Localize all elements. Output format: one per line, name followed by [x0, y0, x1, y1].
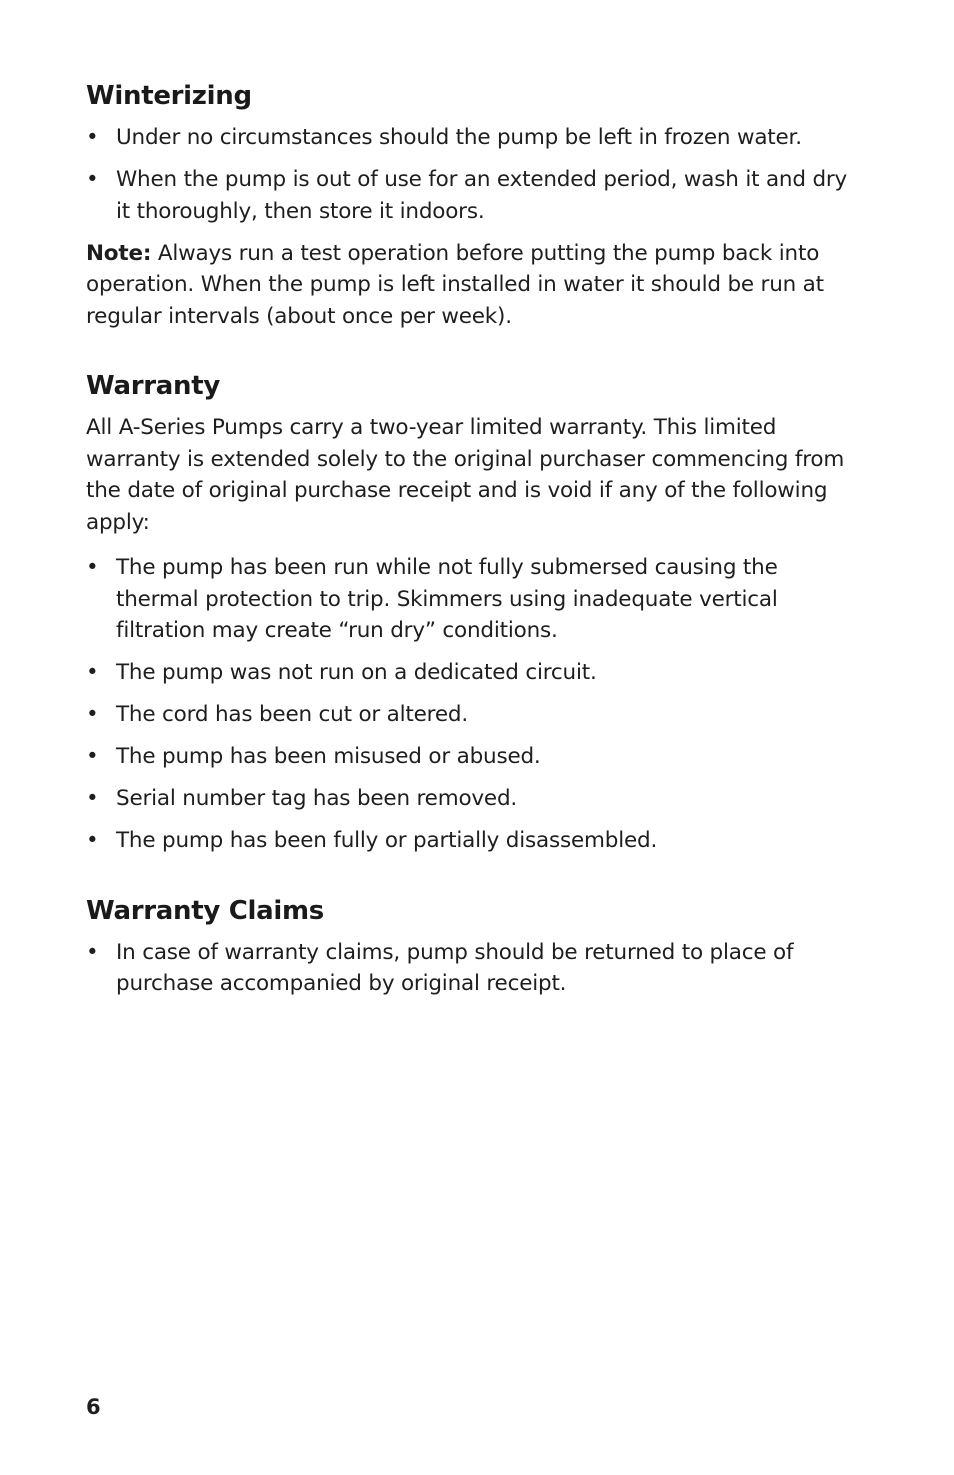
list-item-text: When the pump is out of use for an extended period, wash it and dry it thoroughly, then store it indoors.	[116, 167, 848, 224]
bullet-glyph: •	[86, 660, 99, 685]
list-item-text: The pump has been fully or partially disassembled.	[116, 828, 658, 853]
list-item	[86, 937, 866, 1000]
warranty-intro: All A-Series Pumps carry a two-year limited warranty. This limited warranty is extended solely to the original purchaser commencing from the date of original purchase receipt and is void if any of the following apply:	[86, 415, 845, 535]
page-number: 6	[86, 1395, 101, 1419]
bullet-glyph: •	[86, 939, 99, 965]
list-item-text: In case of warranty claims, pump should be returned to place of purchase accompanied by original receipt.	[116, 939, 794, 996]
manual-page	[86, 78, 866, 1010]
list-item-text: The pump has been run while not fully submersed causing the thermal protection to trip. Skimmers using inadequate vertical filtration may create “run dry” conditions.	[116, 555, 778, 643]
note-paragraph	[86, 238, 866, 333]
warranty-list	[86, 552, 866, 857]
heading-warranty-claims: Warranty Claims	[86, 895, 324, 926]
bullet-glyph: •	[86, 702, 99, 727]
bullet-glyph: •	[86, 555, 99, 580]
bullet-glyph: •	[86, 744, 99, 769]
winterizing-list	[86, 122, 866, 227]
list-item	[86, 552, 866, 647]
list-item-text: The cord has been cut or altered.	[116, 702, 468, 727]
note-text: Always run a test operation before putting the pump back into operation. When the pump is left installed in water it should be run at regular intervals (about once per week).	[86, 240, 824, 329]
list-item	[86, 825, 866, 857]
list-item-text: The pump has been misused or abused.	[116, 744, 541, 769]
bullet-glyph: •	[86, 828, 99, 853]
list-item	[86, 122, 866, 154]
section-warranty-claims	[86, 893, 866, 1000]
bullet-glyph: •	[86, 167, 99, 192]
list-item	[86, 657, 866, 689]
section-warranty	[86, 368, 866, 857]
list-item-text: The pump was not run on a dedicated circuit.	[116, 660, 597, 685]
list-item	[86, 699, 866, 731]
note-label: Note:	[86, 240, 152, 266]
heading-winterizing: Winterizing	[86, 81, 252, 111]
section-winterizing	[86, 78, 866, 332]
bullet-glyph: •	[86, 786, 99, 811]
bullet-glyph: •	[86, 125, 99, 150]
list-item	[86, 164, 866, 227]
warranty-claims-list	[86, 937, 866, 1000]
list-item	[86, 783, 866, 815]
list-item-text: Serial number tag has been removed.	[116, 786, 518, 811]
list-item	[86, 741, 866, 773]
heading-warranty: Warranty	[86, 371, 220, 401]
list-item-text: Under no circumstances should the pump be left in frozen water.	[116, 125, 802, 150]
